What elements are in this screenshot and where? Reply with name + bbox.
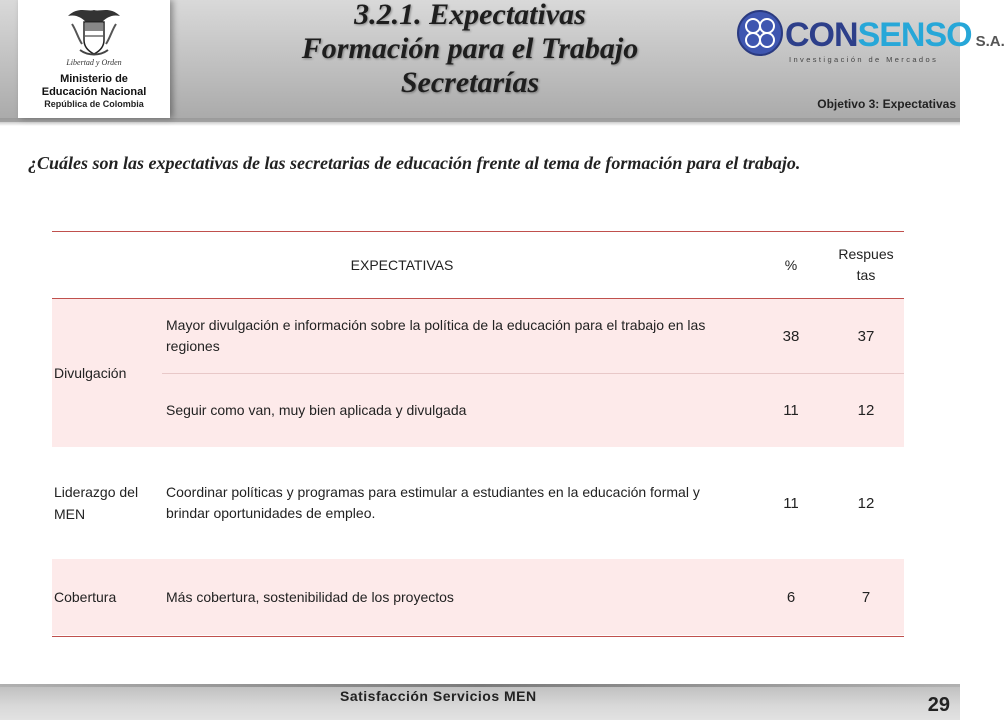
item-count-2: 12 xyxy=(857,401,875,419)
objective-label: Objetivo 3: Expectativas xyxy=(817,97,956,111)
title-line-1: 3.2.1. Expectativas xyxy=(354,0,586,31)
item-text-4: Más cobertura, sostenibilidad de los proyectos xyxy=(166,589,454,605)
item-count-4: 7 xyxy=(861,588,871,606)
brand-tagline: Investigación de Mercados xyxy=(789,55,939,64)
header-percent: % xyxy=(784,257,798,273)
table-row-divulgacion xyxy=(52,299,904,447)
title-line-3: Secretarías xyxy=(400,66,540,99)
header-respuestas: Respues tas xyxy=(838,246,894,283)
logo-ministry-line2: Educación Nacional xyxy=(41,86,147,98)
footer-line xyxy=(0,684,960,687)
brand-con: CON xyxy=(785,16,858,54)
consenso-logo xyxy=(735,8,1005,74)
ministry-logo xyxy=(18,0,170,118)
item-percent-3: 11 xyxy=(783,494,799,512)
page-number: 29 xyxy=(927,694,950,716)
table-row-liderazgo xyxy=(52,447,904,559)
header-shadow xyxy=(0,118,960,126)
question-text: ¿Cuáles son las expectativas de las secretarias de educación frente al tema de formación para el trabajo. xyxy=(28,153,801,173)
category-cobertura: Cobertura xyxy=(54,589,117,605)
item-percent-2: 11 xyxy=(783,401,799,419)
logo-republic: República de Colombia xyxy=(44,99,144,109)
category-divulgacion: Divulgación xyxy=(54,365,127,381)
item-text-1: Mayor divulgación e información sobre la política de la educación para el trabajo en las regiones xyxy=(166,317,706,354)
coat-of-arms-icon xyxy=(62,6,126,58)
expectations-table xyxy=(52,231,904,637)
consenso-globe-icon xyxy=(735,8,785,58)
item-text-3: Coordinar políticas y programas para estimular a estudiantes en la educación formal y brindar oportunidades de empleo. xyxy=(166,484,700,521)
header-expectativas: EXPECTATIVAS xyxy=(350,257,454,273)
category-liderazgo: Liderazgo del MEN xyxy=(54,484,139,522)
footer-text: Satisfacción Servicios MEN xyxy=(340,688,537,704)
logo-ministry-line1: Ministerio de xyxy=(60,73,128,85)
brand-senso: SENSO xyxy=(857,16,972,54)
item-count-3: 12 xyxy=(857,494,875,512)
item-count-1: 37 xyxy=(857,327,875,345)
logo-motto: Libertad y Orden xyxy=(66,58,122,67)
item-percent-4: 6 xyxy=(786,588,796,606)
page-title xyxy=(230,0,710,100)
item-percent-1: 38 xyxy=(782,327,800,345)
brand-sa: S.A. xyxy=(975,33,1005,50)
table-header-row xyxy=(52,232,904,299)
item-text-2: Seguir como van, muy bien aplicada y divulgada xyxy=(166,402,467,418)
title-line-2: Formación para el Trabajo xyxy=(301,32,639,65)
table-row-cobertura xyxy=(52,559,904,635)
